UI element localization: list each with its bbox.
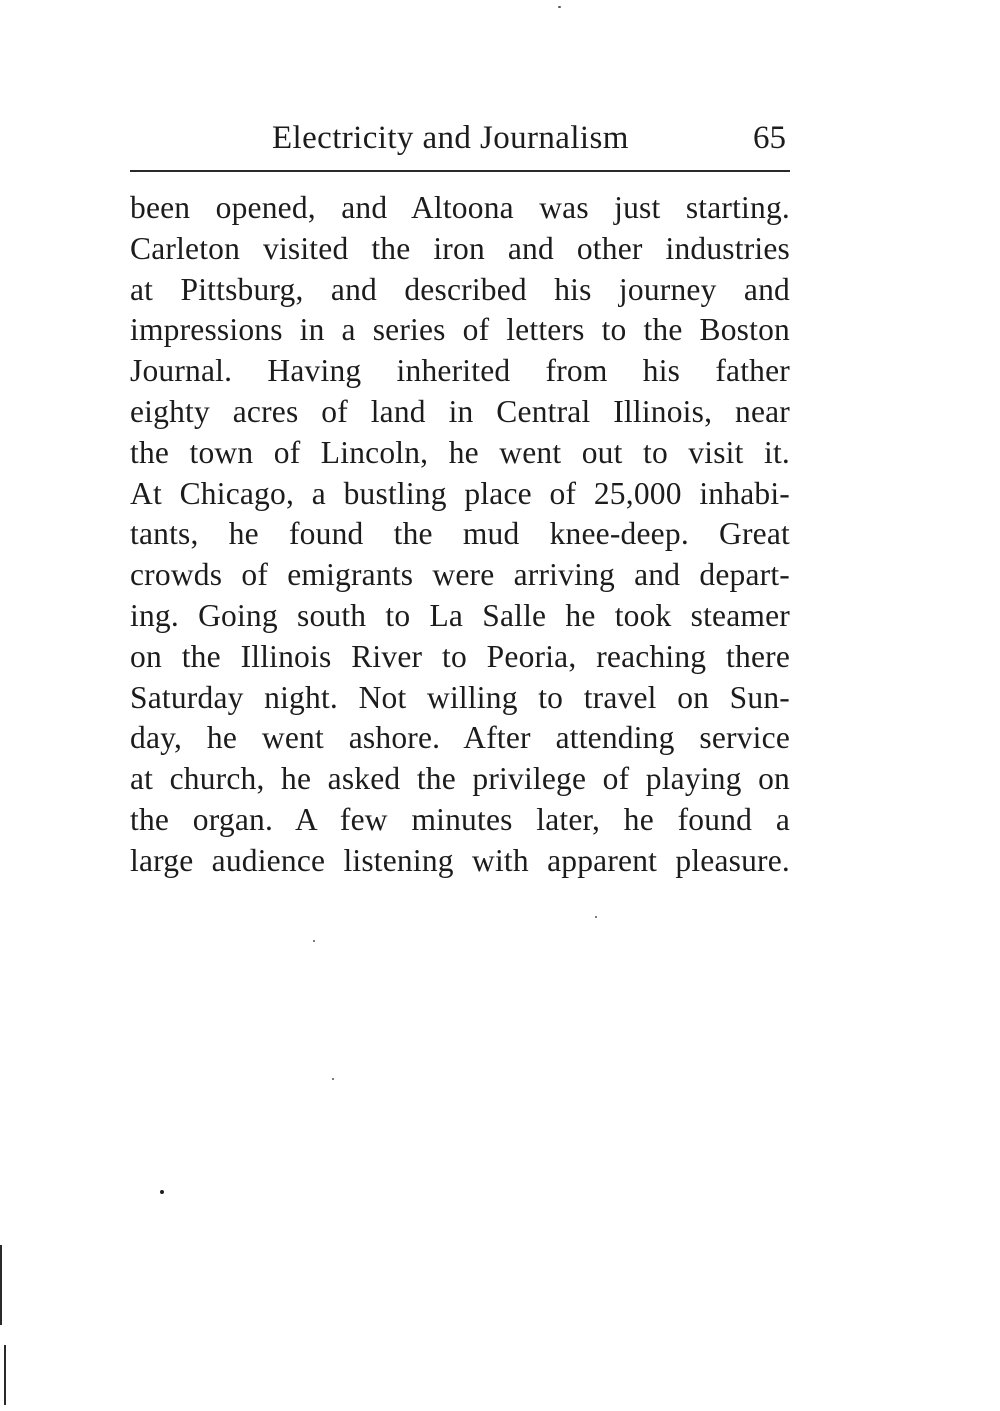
text-line: on the Illinois River to Peoria, reaching there xyxy=(130,638,790,674)
scan-speck xyxy=(595,916,597,918)
text-line: at church, he asked the privilege of playing on xyxy=(130,761,790,797)
scan-speck xyxy=(332,1078,334,1080)
text-line: been opened, and Altoona was just starting. xyxy=(130,190,790,225)
scan-speck xyxy=(558,6,561,8)
page-number: 65 xyxy=(753,120,786,156)
body-paragraph xyxy=(130,188,790,882)
text-line: eighty acres of land in Central Illinois, near xyxy=(130,393,790,429)
running-title: Electricity and Journalism xyxy=(272,120,629,156)
running-head xyxy=(130,118,790,162)
text-line: the town of Lincoln, he went out to visit it. xyxy=(130,434,790,470)
scan-speck xyxy=(313,940,315,942)
text-line: at Pittsburg, and described his journey and xyxy=(130,271,790,307)
text-line: the organ. A few minutes later, he found a xyxy=(130,801,790,837)
text-line: Journal. Having inherited from his father xyxy=(130,353,790,389)
scan-speck xyxy=(160,1190,164,1194)
text-line: ing. Going south to La Salle he took steamer xyxy=(130,597,790,633)
text-line: day, he went ashore. After attending service xyxy=(130,720,790,756)
scan-edge-mark xyxy=(4,1345,6,1405)
text-line: impressions in a series of letters to the Boston xyxy=(130,312,790,348)
scan-edge-mark xyxy=(0,1245,2,1325)
text-line: tants, he found the mud knee-deep. Great xyxy=(130,516,790,552)
text-line: Carleton visited the iron and other industries xyxy=(130,230,790,266)
text-line: large audience listening with apparent pleasure. xyxy=(130,842,790,878)
header-rule xyxy=(130,170,790,172)
text-line: Saturday night. Not willing to travel on Sun- xyxy=(130,679,790,715)
text-line: At Chicago, a bustling place of 25,000 inhabi- xyxy=(130,475,790,511)
text-line: crowds of emigrants were arriving and depart- xyxy=(130,557,790,593)
